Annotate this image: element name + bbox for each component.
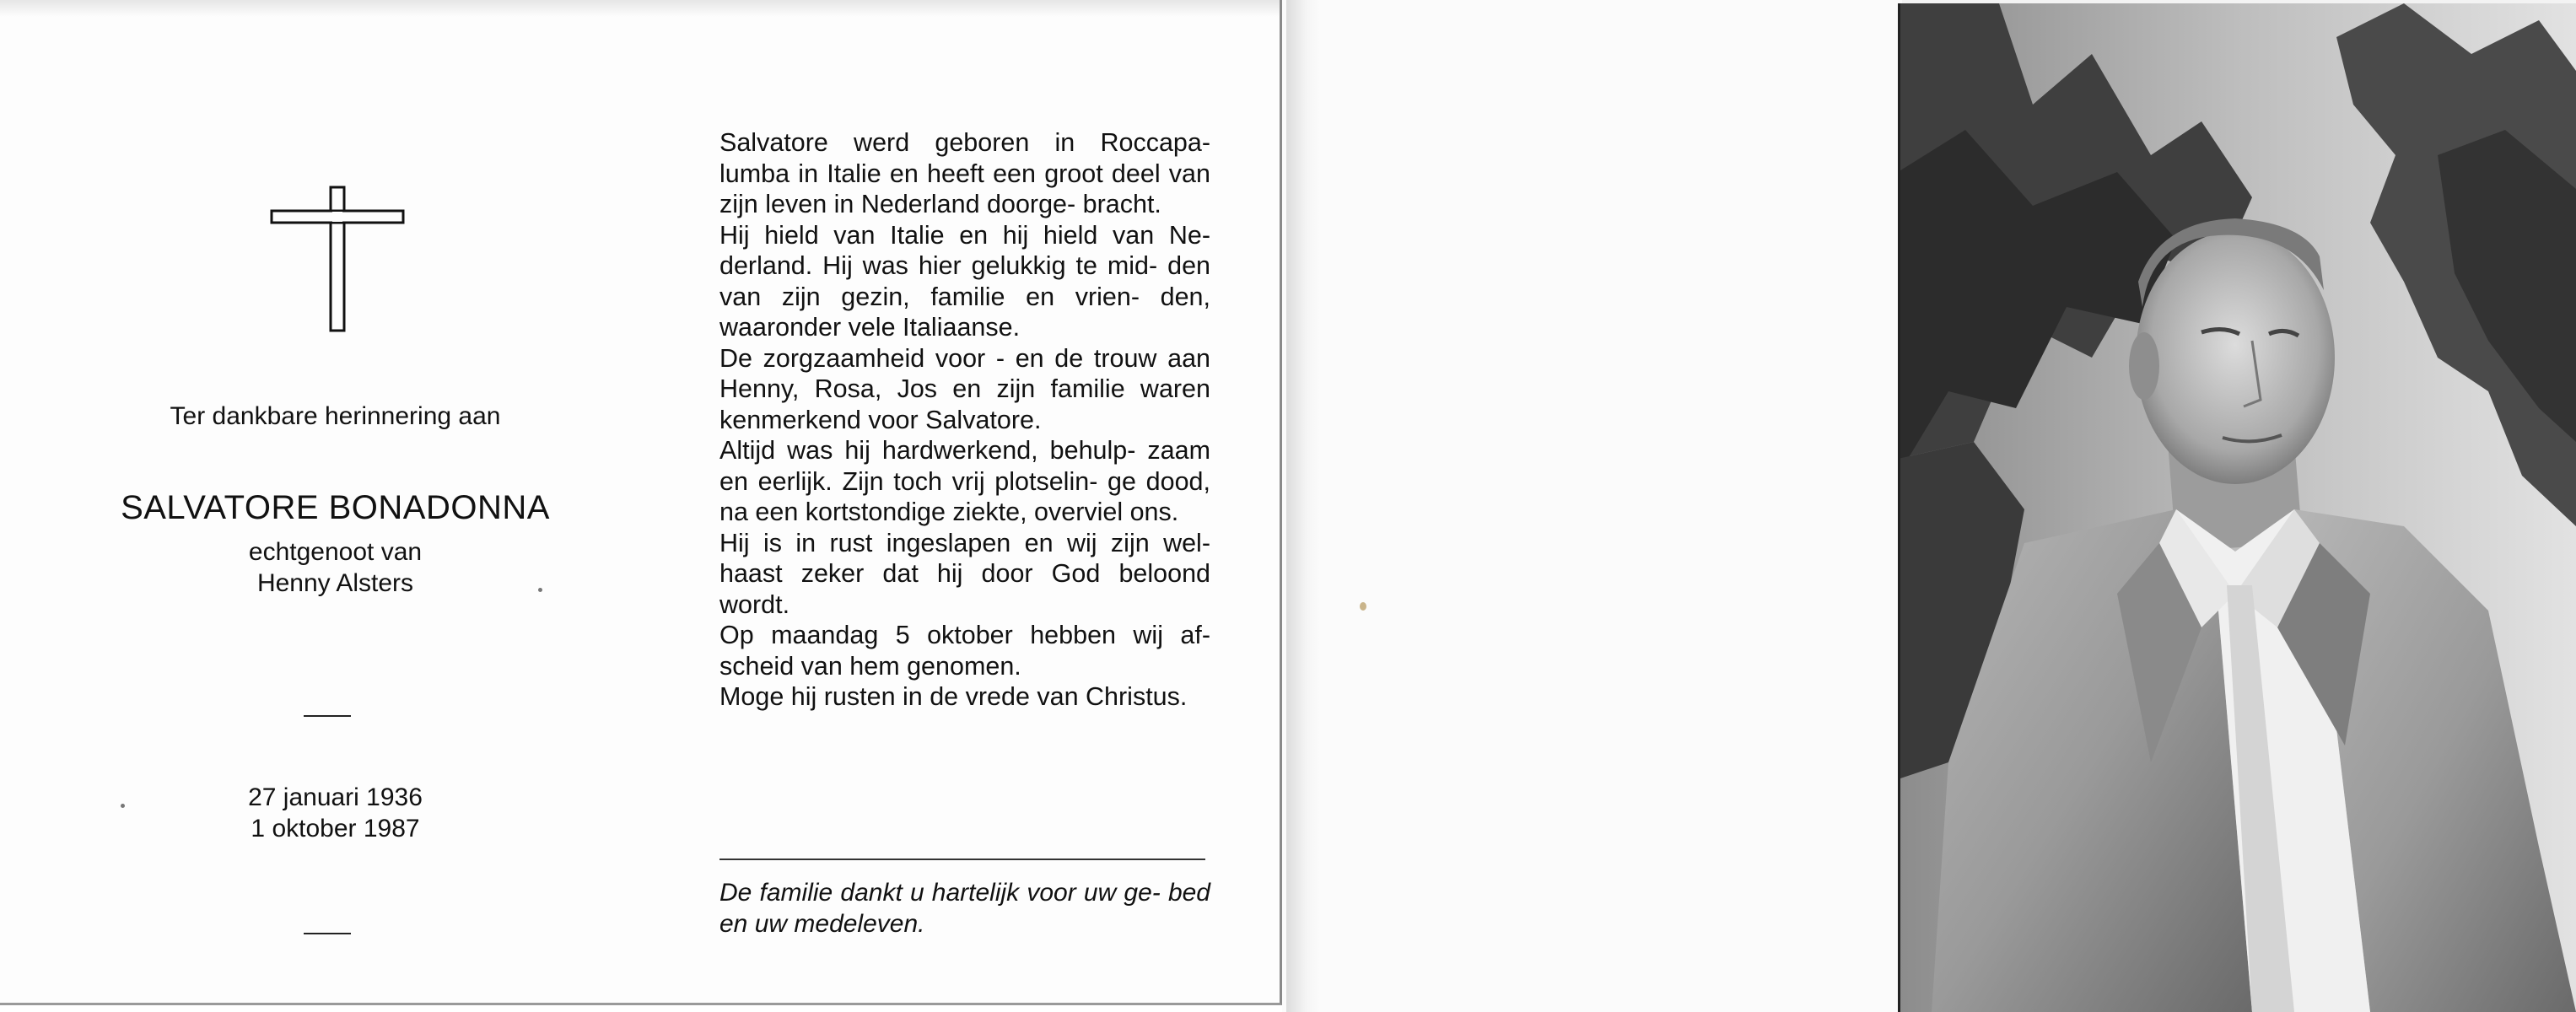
bio-paragraph: Hij hield van Italie en hij hield van Ne- derland. Hij was hier gelukkig te mid- den van zijn gezin, familie en vrien- den, waaronder vele Italiaanse. xyxy=(719,220,1210,342)
bio-paragraph: De zorgzaamheid voor - en de trouw aan Henny, Rosa, Jos en zijn familie waren kenmerkend voor Salvatore. xyxy=(719,343,1210,434)
paper-speck xyxy=(121,804,125,808)
family-thanks: De familie dankt u hartelijk voor uw ge- bed en uw medeleven. xyxy=(719,879,1210,938)
deceased-name: SALVATORE BONADONNA xyxy=(121,489,550,526)
card-fold-shadow xyxy=(1286,0,1320,1012)
cross-icon xyxy=(270,186,405,333)
memorial-card-middle xyxy=(1282,0,1902,1012)
bio-paragraph: Op maandag 5 oktober hebben wij af- scheid van hem genomen. xyxy=(719,621,1210,681)
paper-speck xyxy=(1360,602,1366,611)
paper-speck xyxy=(538,588,542,592)
divider-dash xyxy=(304,933,351,934)
divider-dash xyxy=(304,715,351,717)
portrait-photo xyxy=(1898,3,2576,1012)
biography-text xyxy=(719,127,1210,713)
spouse-label: echtgenoot van xyxy=(248,538,423,566)
thanks-divider xyxy=(719,859,1205,860)
bio-paragraph: Altijd was hij hardwerkend, behulp- zaam en eerlijk. Zijn toch vrij plotselin- ge dood, na een kortstondige ziekte, overviel ons. xyxy=(719,436,1210,526)
bio-paragraph: Hij is in rust ingeslapen en wij zijn wel- haast zeker dat hij door God beloond wordt. xyxy=(719,528,1210,619)
birth-date: 27 januari 1936 xyxy=(248,783,423,811)
death-date: 1 oktober 1987 xyxy=(251,815,420,842)
spouse-name: Henny Alsters xyxy=(256,569,414,597)
bio-paragraph: Salvatore werd geboren in Roccapa- lumba in Italie en heeft een groot deel van zijn leven in Nederland doorge- bracht. xyxy=(719,128,1210,218)
bio-paragraph: Moge hij rusten in de vrede van Christus. xyxy=(719,682,1188,711)
remembrance-intro: Ter dankbare herinnering aan xyxy=(170,402,501,430)
